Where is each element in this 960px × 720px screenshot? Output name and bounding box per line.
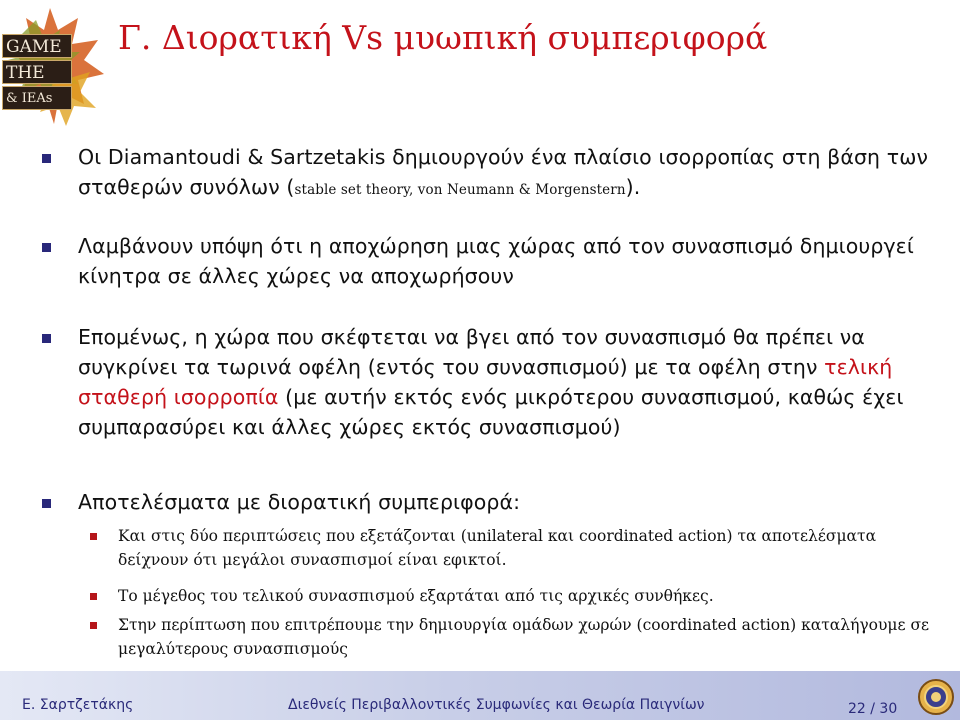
bullet-1-text <box>78 142 946 205</box>
bullet-marker <box>42 243 51 252</box>
subbullet-2-text: Το μέγεθος του τελικού συνασπισμού εξαρτάται από τις αρχικές συνθήκες. <box>118 587 714 605</box>
bullet-3-text <box>78 322 946 442</box>
logo-line-game: GAME <box>2 34 72 58</box>
page-number: 22 / 30 <box>848 701 898 717</box>
subbullet-marker <box>90 622 97 629</box>
bullet-1-part2: ). <box>625 175 641 199</box>
subbullet-marker <box>90 593 97 600</box>
footer-author: Ε. Σαρτζετάκης <box>22 697 134 713</box>
bullet-3-part2: (με αυτήν εκτός ενός μικρότερου συνασπισμού, καθώς έχει συμπαρασύρει και άλλες χώρες εκτός συνασπισμού) <box>78 385 904 439</box>
bullet-4-text: Αποτελέσματα με διορατική συμπεριφορά: <box>78 490 521 514</box>
subbullet-marker <box>90 533 97 540</box>
bullet-2-text: Λαμβάνουν υπόψη ότι η αποχώρηση μιας χώρας από τον συνασπισμό δημιουργεί κίνητρα σε άλλες χώρες να αποχωρήσουν <box>78 234 914 288</box>
logo-line-theory: THE <box>2 60 72 84</box>
bullet-1-part1: Οι Diamantoudi & Sartzetakis δημιουργούν ένα πλαίσιο ισορροπίας στη βάση των σταθερών συνόλων ( <box>78 145 929 199</box>
bullet-1-citation: stable set theory, von Neumann & Morgenstern <box>294 182 626 198</box>
university-seal-icon <box>917 678 955 716</box>
bullet-3-highlight: τελική σταθερή ισορροπία <box>78 355 893 409</box>
bullet-marker <box>42 154 51 163</box>
subbullet-1-text: Και στις δύο περιπτώσεις που εξετάζονται (unilateral και coordinated action) τα αποτελέσματα δείχνουν ότι μεγάλοι συνασπισμοί είναι εφικτοί. <box>118 527 877 569</box>
logo-line-ieas: & IEAs <box>2 86 72 110</box>
bullet-marker <box>42 334 51 343</box>
subbullet-3-text: Στην περίπτωση που επιτρέπουμε την δημιουργία ομάδων χωρών (coordinated action) καταλήγουμε σε μεγαλύτερους συνασπισμούς <box>118 616 930 658</box>
slide-title: Γ. Διορατική Vs μυωπική συμπεριφορά <box>118 18 768 57</box>
slide-footer <box>0 671 960 720</box>
bullet-marker <box>42 499 51 508</box>
bullet-3-part1: Επομένως, η χώρα που σκέφτεται να βγει από τον συνασπισμό θα πρέπει να συγκρίνει τα τωρινά οφέλη (εντός του συνασπισμού) με τα οφέλη στην <box>78 325 865 379</box>
footer-talk-title: Διεθνείς Περιβαλλοντικές Συμφωνίες και Θεωρία Παιγνίων <box>288 697 705 713</box>
